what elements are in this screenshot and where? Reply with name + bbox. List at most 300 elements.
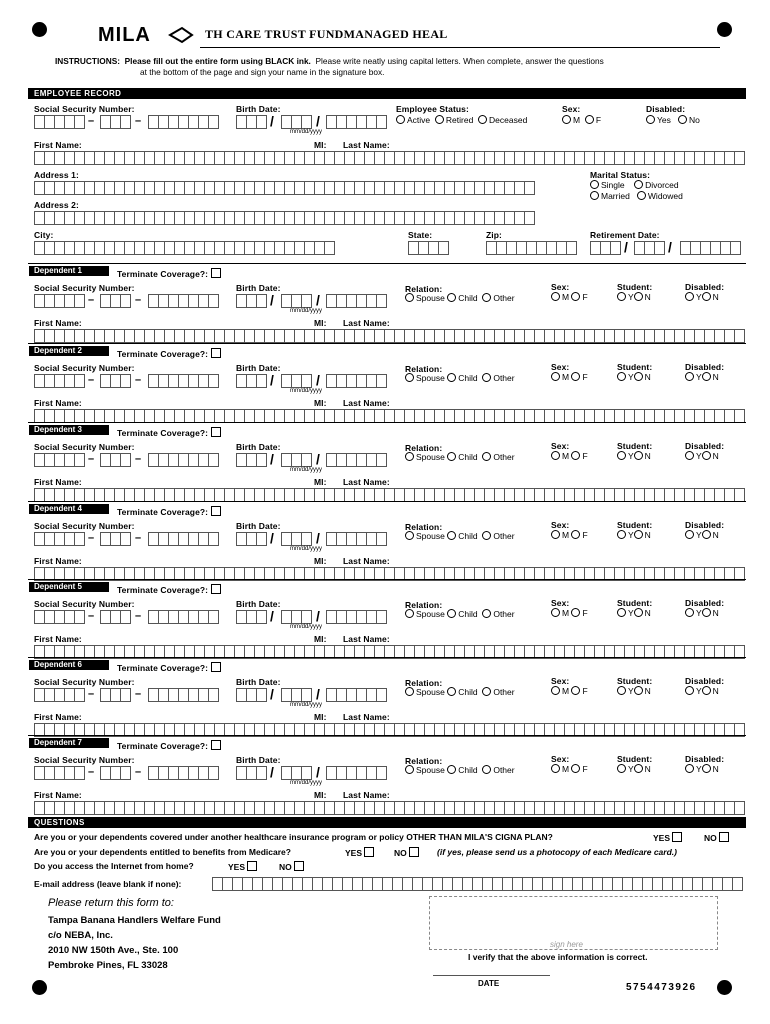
q2-no[interactable]: NO (394, 847, 419, 858)
radio-icon[interactable] (590, 180, 599, 189)
employee-ssn-field[interactable] (34, 115, 85, 129)
ssn-label: Social Security Number: (34, 442, 135, 452)
radio-icon[interactable] (685, 608, 694, 617)
email-field[interactable] (212, 877, 743, 891)
dash: – (88, 453, 95, 465)
employee-address2-field[interactable] (34, 211, 535, 225)
dependent-ssn-field-3[interactable] (148, 453, 219, 467)
radio-icon[interactable] (702, 608, 711, 617)
dependent-divider (28, 579, 746, 580)
dependent-name-field[interactable] (34, 488, 745, 502)
radio-icon[interactable] (405, 531, 414, 540)
sex-label: Sex: (551, 520, 570, 530)
employee-city-field[interactable] (34, 241, 335, 255)
sex-label: Sex: (551, 441, 570, 451)
relation-options[interactable]: Spouse Child Other (405, 293, 515, 303)
logo-emblem-icon (168, 26, 194, 44)
student-label: Student: (617, 520, 653, 530)
radio-icon[interactable] (685, 686, 694, 695)
radio-icon[interactable] (482, 293, 491, 302)
employee-sex-options[interactable]: M F (562, 115, 601, 125)
radio-icon[interactable] (634, 180, 643, 189)
radio-icon[interactable] (702, 764, 711, 773)
radio-icon[interactable] (551, 372, 560, 381)
dash: – (135, 374, 142, 386)
date-hint: mm/dd/yyyy (290, 129, 323, 135)
employee-status-options[interactable]: Active Retired Deceased (396, 115, 527, 125)
radio-icon[interactable] (634, 451, 643, 460)
radio-icon[interactable] (571, 530, 580, 539)
disabled-options[interactable]: Y N (685, 451, 719, 461)
last-name-label: Last Name: (343, 790, 390, 800)
slash: / (316, 530, 320, 546)
dependent-birth-mm[interactable] (236, 453, 267, 467)
retire-mm[interactable] (590, 241, 621, 255)
radio-icon[interactable] (551, 764, 560, 773)
relation-label: Relation: (405, 756, 443, 766)
q1-yes[interactable]: YES (653, 832, 682, 843)
radio-icon[interactable] (551, 451, 560, 460)
radio-icon[interactable] (685, 764, 694, 773)
radio-icon[interactable] (585, 115, 594, 124)
dependent-birth-mm[interactable] (236, 766, 267, 780)
dash: – (88, 294, 95, 306)
radio-icon[interactable] (617, 451, 626, 460)
dependent-name-field[interactable] (34, 801, 745, 815)
ssn-label: Social Security Number: (34, 521, 135, 531)
radio-icon[interactable] (571, 764, 580, 773)
employee-name-field[interactable] (34, 151, 745, 165)
first-name-label: First Name: (34, 140, 82, 150)
student-label: Student: (617, 754, 653, 764)
sex-options[interactable]: M F (551, 292, 588, 302)
sex-options[interactable]: M F (551, 530, 588, 540)
radio-icon[interactable] (435, 115, 444, 124)
questions-header: QUESTIONS (28, 817, 746, 828)
slash: / (316, 608, 320, 624)
dependent-birth-mm[interactable] (236, 610, 267, 624)
disabled-options[interactable]: Y N (685, 764, 719, 774)
checkbox-icon[interactable] (211, 268, 221, 278)
radio-icon[interactable] (447, 687, 456, 696)
date-label: DATE (478, 979, 500, 988)
dependent-birth-yyyy[interactable] (326, 610, 387, 624)
disabled-options[interactable]: Y N (685, 292, 719, 302)
terminate-coverage-label: Terminate Coverage?: (117, 268, 221, 279)
dependent-ssn-field[interactable] (34, 532, 85, 546)
dependent-birth-dd[interactable] (281, 453, 312, 467)
employee-birth-mm[interactable] (236, 115, 267, 129)
date-hint: mm/dd/yyyy (290, 308, 323, 314)
checkbox-icon[interactable] (211, 506, 221, 516)
relation-options[interactable]: Spouse Child Other (405, 765, 515, 775)
dependent-header: Dependent 3 (29, 425, 109, 435)
disabled-label: Disabled: (685, 598, 725, 608)
radio-icon[interactable] (551, 530, 560, 539)
address1-label: Address 1: (34, 170, 79, 180)
disabled-label: Disabled: (685, 676, 725, 686)
dependent-ssn-field[interactable] (34, 294, 85, 308)
first-name-label: First Name: (34, 477, 82, 487)
disabled-label: Disabled: (685, 362, 725, 372)
dependent-ssn-field[interactable] (34, 766, 85, 780)
form-title: TH CARE TRUST FUNDMANAGED HEAL (205, 27, 448, 41)
employee-ssn-field-3[interactable] (148, 115, 219, 129)
student-options[interactable]: Y N (617, 372, 651, 382)
dependent-birth-dd[interactable] (281, 688, 312, 702)
slash: / (668, 239, 672, 255)
birth-date-label: Birth Date: (236, 442, 281, 452)
mi-label: MI: (314, 140, 327, 150)
radio-icon[interactable] (405, 373, 414, 382)
marital-options-row2[interactable]: Married Widowed (590, 191, 683, 201)
radio-icon[interactable] (405, 765, 414, 774)
disabled-label: Disabled: (685, 441, 725, 451)
dependent-ssn-field-2[interactable] (100, 374, 131, 388)
q3-yes[interactable]: YES (228, 861, 257, 872)
last-name-label: Last Name: (343, 318, 390, 328)
birth-date-label: Birth Date: (236, 599, 281, 609)
dependent-ssn-field-3[interactable] (148, 766, 219, 780)
mi-label: MI: (314, 712, 327, 722)
date-hint: mm/dd/yyyy (290, 546, 323, 552)
radio-icon[interactable] (634, 608, 643, 617)
relation-options[interactable]: Spouse Child Other (405, 452, 515, 462)
date-hint: mm/dd/yyyy (290, 702, 323, 708)
employee-birth-dd[interactable] (281, 115, 312, 129)
logo: MILA (98, 24, 151, 46)
student-label: Student: (617, 282, 653, 292)
radio-icon[interactable] (562, 115, 571, 124)
checkbox-icon[interactable] (211, 427, 221, 437)
dependent-ssn-field-3[interactable] (148, 294, 219, 308)
dependent-birth-dd[interactable] (281, 374, 312, 388)
relation-label: Relation: (405, 443, 443, 453)
radio-icon[interactable] (482, 609, 491, 618)
dependent-birth-mm[interactable] (236, 294, 267, 308)
student-options[interactable]: Y N (617, 451, 651, 461)
slash: / (316, 764, 320, 780)
dependent-birth-dd[interactable] (281, 532, 312, 546)
dependent-birth-yyyy[interactable] (326, 374, 387, 388)
dependent-ssn-field-2[interactable] (100, 294, 131, 308)
date-line[interactable] (433, 975, 550, 976)
disabled-label: Disabled: (685, 282, 725, 292)
radio-icon[interactable] (590, 191, 599, 200)
registration-mark-top-left (32, 22, 47, 37)
dash: – (135, 294, 142, 306)
dependent-birth-yyyy[interactable] (326, 766, 387, 780)
dependent-ssn-field-3[interactable] (148, 374, 219, 388)
disabled-options[interactable]: Y N (685, 530, 719, 540)
dependent-ssn-field-2[interactable] (100, 453, 131, 467)
radio-icon[interactable] (405, 293, 414, 302)
radio-icon[interactable] (702, 530, 711, 539)
radio-icon[interactable] (702, 451, 711, 460)
mi-label: MI: (314, 398, 327, 408)
dependent-divider (28, 735, 746, 736)
relation-label: Relation: (405, 364, 443, 374)
radio-icon[interactable] (405, 687, 414, 696)
retire-yyyy[interactable] (680, 241, 741, 255)
email-label: E-mail address (leave blank if none): (34, 879, 182, 889)
dependent-birth-mm[interactable] (236, 374, 267, 388)
radio-icon[interactable] (617, 686, 626, 695)
checkbox-icon[interactable] (719, 832, 729, 842)
disabled-label: Disabled: (685, 754, 725, 764)
question-internet: Do you access the Internet from home? (34, 861, 194, 871)
terminate-coverage-label: Terminate Coverage?: (117, 348, 221, 359)
q3-no[interactable]: NO (279, 861, 304, 872)
sex-label: Sex: (562, 104, 581, 114)
relation-options[interactable]: Spouse Child Other (405, 687, 515, 697)
checkbox-icon[interactable] (247, 861, 257, 871)
marital-options-row1[interactable]: Single Divorced (590, 180, 679, 190)
dependent-header: Dependent 7 (29, 738, 109, 748)
student-options[interactable]: Y N (617, 530, 651, 540)
ssn-label: Social Security Number: (34, 283, 135, 293)
radio-icon[interactable] (482, 765, 491, 774)
sex-options[interactable]: M F (551, 451, 588, 461)
mi-label: MI: (314, 318, 327, 328)
dependent-header: Dependent 4 (29, 504, 109, 514)
radio-icon[interactable] (617, 530, 626, 539)
radio-icon[interactable] (685, 372, 694, 381)
employee-zip-field[interactable] (486, 241, 577, 255)
relation-options[interactable]: Spouse Child Other (405, 373, 515, 383)
last-name-label: Last Name: (343, 140, 390, 150)
student-options[interactable]: Y N (617, 686, 651, 696)
checkbox-icon[interactable] (294, 861, 304, 871)
radio-icon[interactable] (447, 609, 456, 618)
radio-icon[interactable] (702, 372, 711, 381)
radio-icon[interactable] (634, 686, 643, 695)
radio-icon[interactable] (447, 293, 456, 302)
radio-icon[interactable] (551, 292, 560, 301)
disabled-options[interactable]: Y N (685, 686, 719, 696)
employee-disabled-options[interactable]: Yes No (646, 115, 700, 125)
radio-icon[interactable] (482, 373, 491, 382)
birth-date-label: Birth Date: (236, 283, 281, 293)
radio-icon[interactable] (634, 530, 643, 539)
employee-status-label: Employee Status: (396, 104, 469, 114)
employee-ssn-field-2[interactable] (100, 115, 131, 129)
dash: – (135, 766, 142, 778)
disabled-options[interactable]: Y N (685, 608, 719, 618)
radio-icon[interactable] (646, 115, 655, 124)
relation-options[interactable]: Spouse Child Other (405, 531, 515, 541)
radio-icon[interactable] (617, 292, 626, 301)
date-hint: mm/dd/yyyy (290, 467, 323, 473)
dependent-birth-dd[interactable] (281, 766, 312, 780)
radio-icon[interactable] (571, 686, 580, 695)
radio-icon[interactable] (637, 191, 646, 200)
dash: – (135, 453, 142, 465)
radio-icon[interactable] (571, 292, 580, 301)
zip-label: Zip: (486, 230, 502, 240)
dependent-header: Dependent 1 (29, 266, 109, 276)
slash: / (270, 113, 274, 129)
checkbox-icon[interactable] (364, 847, 374, 857)
mi-label: MI: (314, 477, 327, 487)
relation-options[interactable]: Spouse Child Other (405, 609, 515, 619)
checkbox-icon[interactable] (211, 740, 221, 750)
date-hint: mm/dd/yyyy (290, 388, 323, 394)
return-title: Please return this form to: (48, 897, 174, 909)
dependent-birth-dd[interactable] (281, 610, 312, 624)
student-options[interactable]: Y N (617, 608, 651, 618)
question-medicare: Are you or your dependents entitled to benefits from Medicare? (34, 847, 291, 857)
dash: – (135, 688, 142, 700)
sex-options[interactable]: M F (551, 686, 588, 696)
radio-icon[interactable] (571, 372, 580, 381)
slash: / (624, 239, 628, 255)
retire-dd[interactable] (634, 241, 665, 255)
radio-icon[interactable] (447, 531, 456, 540)
slash: / (270, 686, 274, 702)
radio-icon[interactable] (447, 452, 456, 461)
dependent-ssn-field[interactable] (34, 453, 85, 467)
dependent-birth-mm[interactable] (236, 688, 267, 702)
radio-icon[interactable] (447, 765, 456, 774)
dependent-name-field[interactable] (34, 329, 745, 343)
q2-yes[interactable]: YES (345, 847, 374, 858)
dependent-divider (28, 422, 746, 423)
radio-icon[interactable] (685, 292, 694, 301)
terminate-coverage-label: Terminate Coverage?: (117, 584, 221, 595)
slash: / (270, 451, 274, 467)
disabled-options[interactable]: Y N (685, 372, 719, 382)
radio-icon[interactable] (482, 452, 491, 461)
dependent-birth-yyyy[interactable] (326, 688, 387, 702)
last-name-label: Last Name: (343, 398, 390, 408)
radio-icon[interactable] (678, 115, 687, 124)
city-label: City: (34, 230, 54, 240)
radio-icon[interactable] (702, 292, 711, 301)
slash: / (270, 292, 274, 308)
radio-icon[interactable] (634, 292, 643, 301)
last-name-label: Last Name: (343, 477, 390, 487)
ssn-label: Social Security Number: (34, 104, 135, 114)
student-label: Student: (617, 598, 653, 608)
sex-options[interactable]: M F (551, 764, 588, 774)
dependent-birth-mm[interactable] (236, 532, 267, 546)
dependent-ssn-field-2[interactable] (100, 532, 131, 546)
radio-icon[interactable] (634, 764, 643, 773)
q1-no[interactable]: NO (704, 832, 729, 843)
radio-icon[interactable] (571, 608, 580, 617)
slash: / (316, 372, 320, 388)
radio-icon[interactable] (447, 373, 456, 382)
birth-date-label: Birth Date: (236, 755, 281, 765)
employee-state-field[interactable] (408, 241, 449, 255)
dependent-birth-yyyy[interactable] (326, 453, 387, 467)
radio-icon[interactable] (685, 530, 694, 539)
dependent-divider (28, 263, 746, 264)
radio-icon[interactable] (405, 452, 414, 461)
sex-label: Sex: (551, 598, 570, 608)
student-label: Student: (617, 676, 653, 686)
dependent-ssn-field[interactable] (34, 374, 85, 388)
sex-options[interactable]: M F (551, 608, 588, 618)
disabled-label: Disabled: (685, 520, 725, 530)
dash: – (135, 115, 142, 127)
checkbox-icon[interactable] (211, 662, 221, 672)
radio-icon[interactable] (396, 115, 405, 124)
sex-label: Sex: (551, 282, 570, 292)
dependent-ssn-field-3[interactable] (148, 688, 219, 702)
dependent-divider (28, 501, 746, 502)
student-options[interactable]: Y N (617, 292, 651, 302)
radio-icon[interactable] (482, 531, 491, 540)
employee-birth-yyyy[interactable] (326, 115, 387, 129)
dependent-ssn-field-3[interactable] (148, 610, 219, 624)
sex-options[interactable]: M F (551, 372, 588, 382)
radio-icon[interactable] (617, 764, 626, 773)
dependent-ssn-field-2[interactable] (100, 610, 131, 624)
radio-icon[interactable] (617, 372, 626, 381)
first-name-label: First Name: (34, 634, 82, 644)
terminate-coverage-label: Terminate Coverage?: (117, 662, 221, 673)
address2-label: Address 2: (34, 200, 79, 210)
ssn-label: Social Security Number: (34, 599, 135, 609)
dependent-ssn-field-2[interactable] (100, 766, 131, 780)
dependent-ssn-field[interactable] (34, 688, 85, 702)
ssn-label: Social Security Number: (34, 363, 135, 373)
student-options[interactable]: Y N (617, 764, 651, 774)
radio-icon[interactable] (685, 451, 694, 460)
dependent-birth-yyyy[interactable] (326, 532, 387, 546)
dependent-ssn-field-3[interactable] (148, 532, 219, 546)
radio-icon[interactable] (551, 686, 560, 695)
ssn-label: Social Security Number: (34, 677, 135, 687)
radio-icon[interactable] (478, 115, 487, 124)
slash: / (270, 530, 274, 546)
checkbox-icon[interactable] (211, 584, 221, 594)
date-hint: mm/dd/yyyy (290, 624, 323, 630)
checkbox-icon[interactable] (409, 847, 419, 857)
radio-icon[interactable] (405, 609, 414, 618)
checkbox-icon[interactable] (672, 832, 682, 842)
dependent-birth-dd[interactable] (281, 294, 312, 308)
last-name-label: Last Name: (343, 556, 390, 566)
dependent-divider (28, 343, 746, 344)
dependent-birth-yyyy[interactable] (326, 294, 387, 308)
terminate-coverage-label: Terminate Coverage?: (117, 740, 221, 751)
radio-icon[interactable] (617, 608, 626, 617)
first-name-label: First Name: (34, 318, 82, 328)
dependent-ssn-field-2[interactable] (100, 688, 131, 702)
checkbox-icon[interactable] (211, 348, 221, 358)
marital-status-label: Marital Status: (590, 170, 651, 180)
dash: – (135, 532, 142, 544)
birth-date-label: Birth Date: (236, 521, 281, 531)
radio-icon[interactable] (551, 608, 560, 617)
dependent-ssn-field[interactable] (34, 610, 85, 624)
radio-icon[interactable] (634, 372, 643, 381)
dependent-name-field[interactable] (34, 409, 745, 423)
dash: – (88, 532, 95, 544)
employee-address1-field[interactable] (34, 181, 535, 195)
slash: / (316, 113, 320, 129)
slash: / (316, 451, 320, 467)
radio-icon[interactable] (571, 451, 580, 460)
verify-statement: I verify that the above information is correct. (468, 952, 648, 962)
first-name-label: First Name: (34, 712, 82, 722)
radio-icon[interactable] (482, 687, 491, 696)
sex-label: Sex: (551, 676, 570, 686)
radio-icon[interactable] (702, 686, 711, 695)
